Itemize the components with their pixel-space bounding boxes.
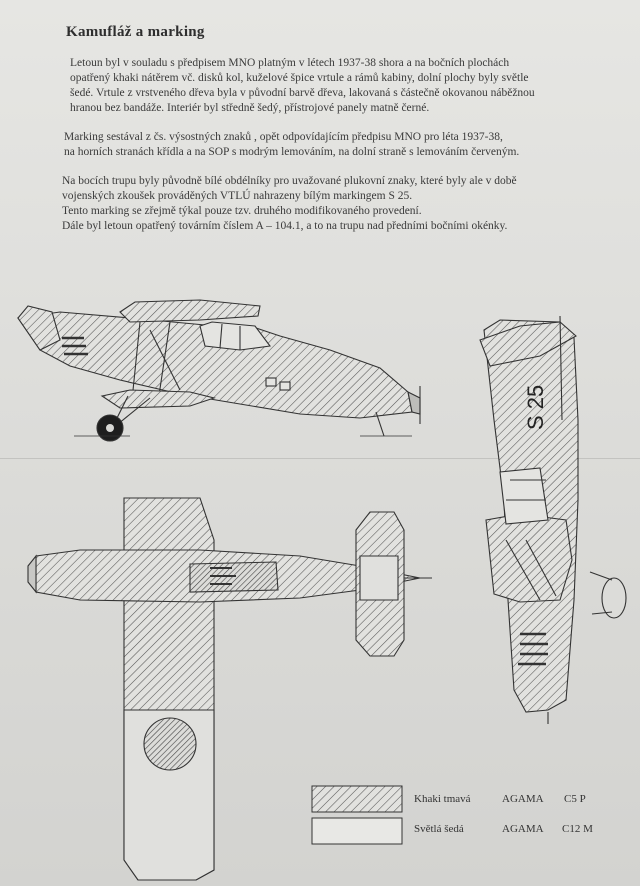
paragraph-line: Letoun byl v souladu s předpisem MNO platným v létech 1937-38 shora a na bočních plochách [70,57,510,69]
paragraph-line: Dále byl letoun opatřený továrním číslem A – 104.1, a to na trupu nad předními bočními okénky. [62,220,508,232]
legend-paint-grey: AGAMA [502,823,544,835]
khaki-swatch [312,786,402,812]
color-legend [312,786,402,844]
side-view [18,300,420,441]
paragraph-line: na horních stranách křídla a na SOP s modrým lemováním, na dolní straně s lemováním červeným. [64,146,520,158]
page-title: Kamufláž a marking [66,24,205,40]
legend-label-grey: Světlá šedá [414,823,464,835]
legend-code-grey: C12 M [562,823,593,835]
paragraph-line: šedé. Vrtule z vrstveného dřeva byla v původní barvě dřeva, lakovaná s částečně okovanou náběžnou [70,87,535,99]
fuselage-marking-text: S 25 [523,384,548,430]
paragraph-line: Marking sestával z čs. výsostných znaků , opět odpovídajícím předpisu MNO pro léta 1937-38, [64,131,503,143]
paragraph-line: vojenských zkoušek prováděných VTLÚ nahrazeny bílým markingem S 25. [62,190,413,202]
paragraph-line: opatřený khaki nátěrem vč. disků kol, kuželové špice vrtule a rámů kabiny, dolní plochy byly světle [70,72,529,84]
paragraph-line: Tento marking se zřejmě týkal pouze tzv. druhého modifikovaného provedení. [62,205,422,217]
paragraph-line: Na bocích trupu byly původně bílé obdélníky pro uvažované plukovní znaky, které byly ale v době [62,175,517,187]
legend-code-khaki: C5 P [564,793,586,805]
paragraph-line: hranou bez bandáže. Interiér byl středně šedý, přístrojové panely matně černé. [70,102,430,114]
wing-roundel [144,718,196,770]
grey-swatch [312,818,402,844]
side-upper-wing [120,300,260,322]
legend-label-khaki: Khaki tmavá [414,793,471,805]
legend-paint-khaki: AGAMA [502,793,544,805]
side-canopy [200,322,270,350]
side-view-vertical [480,316,626,724]
